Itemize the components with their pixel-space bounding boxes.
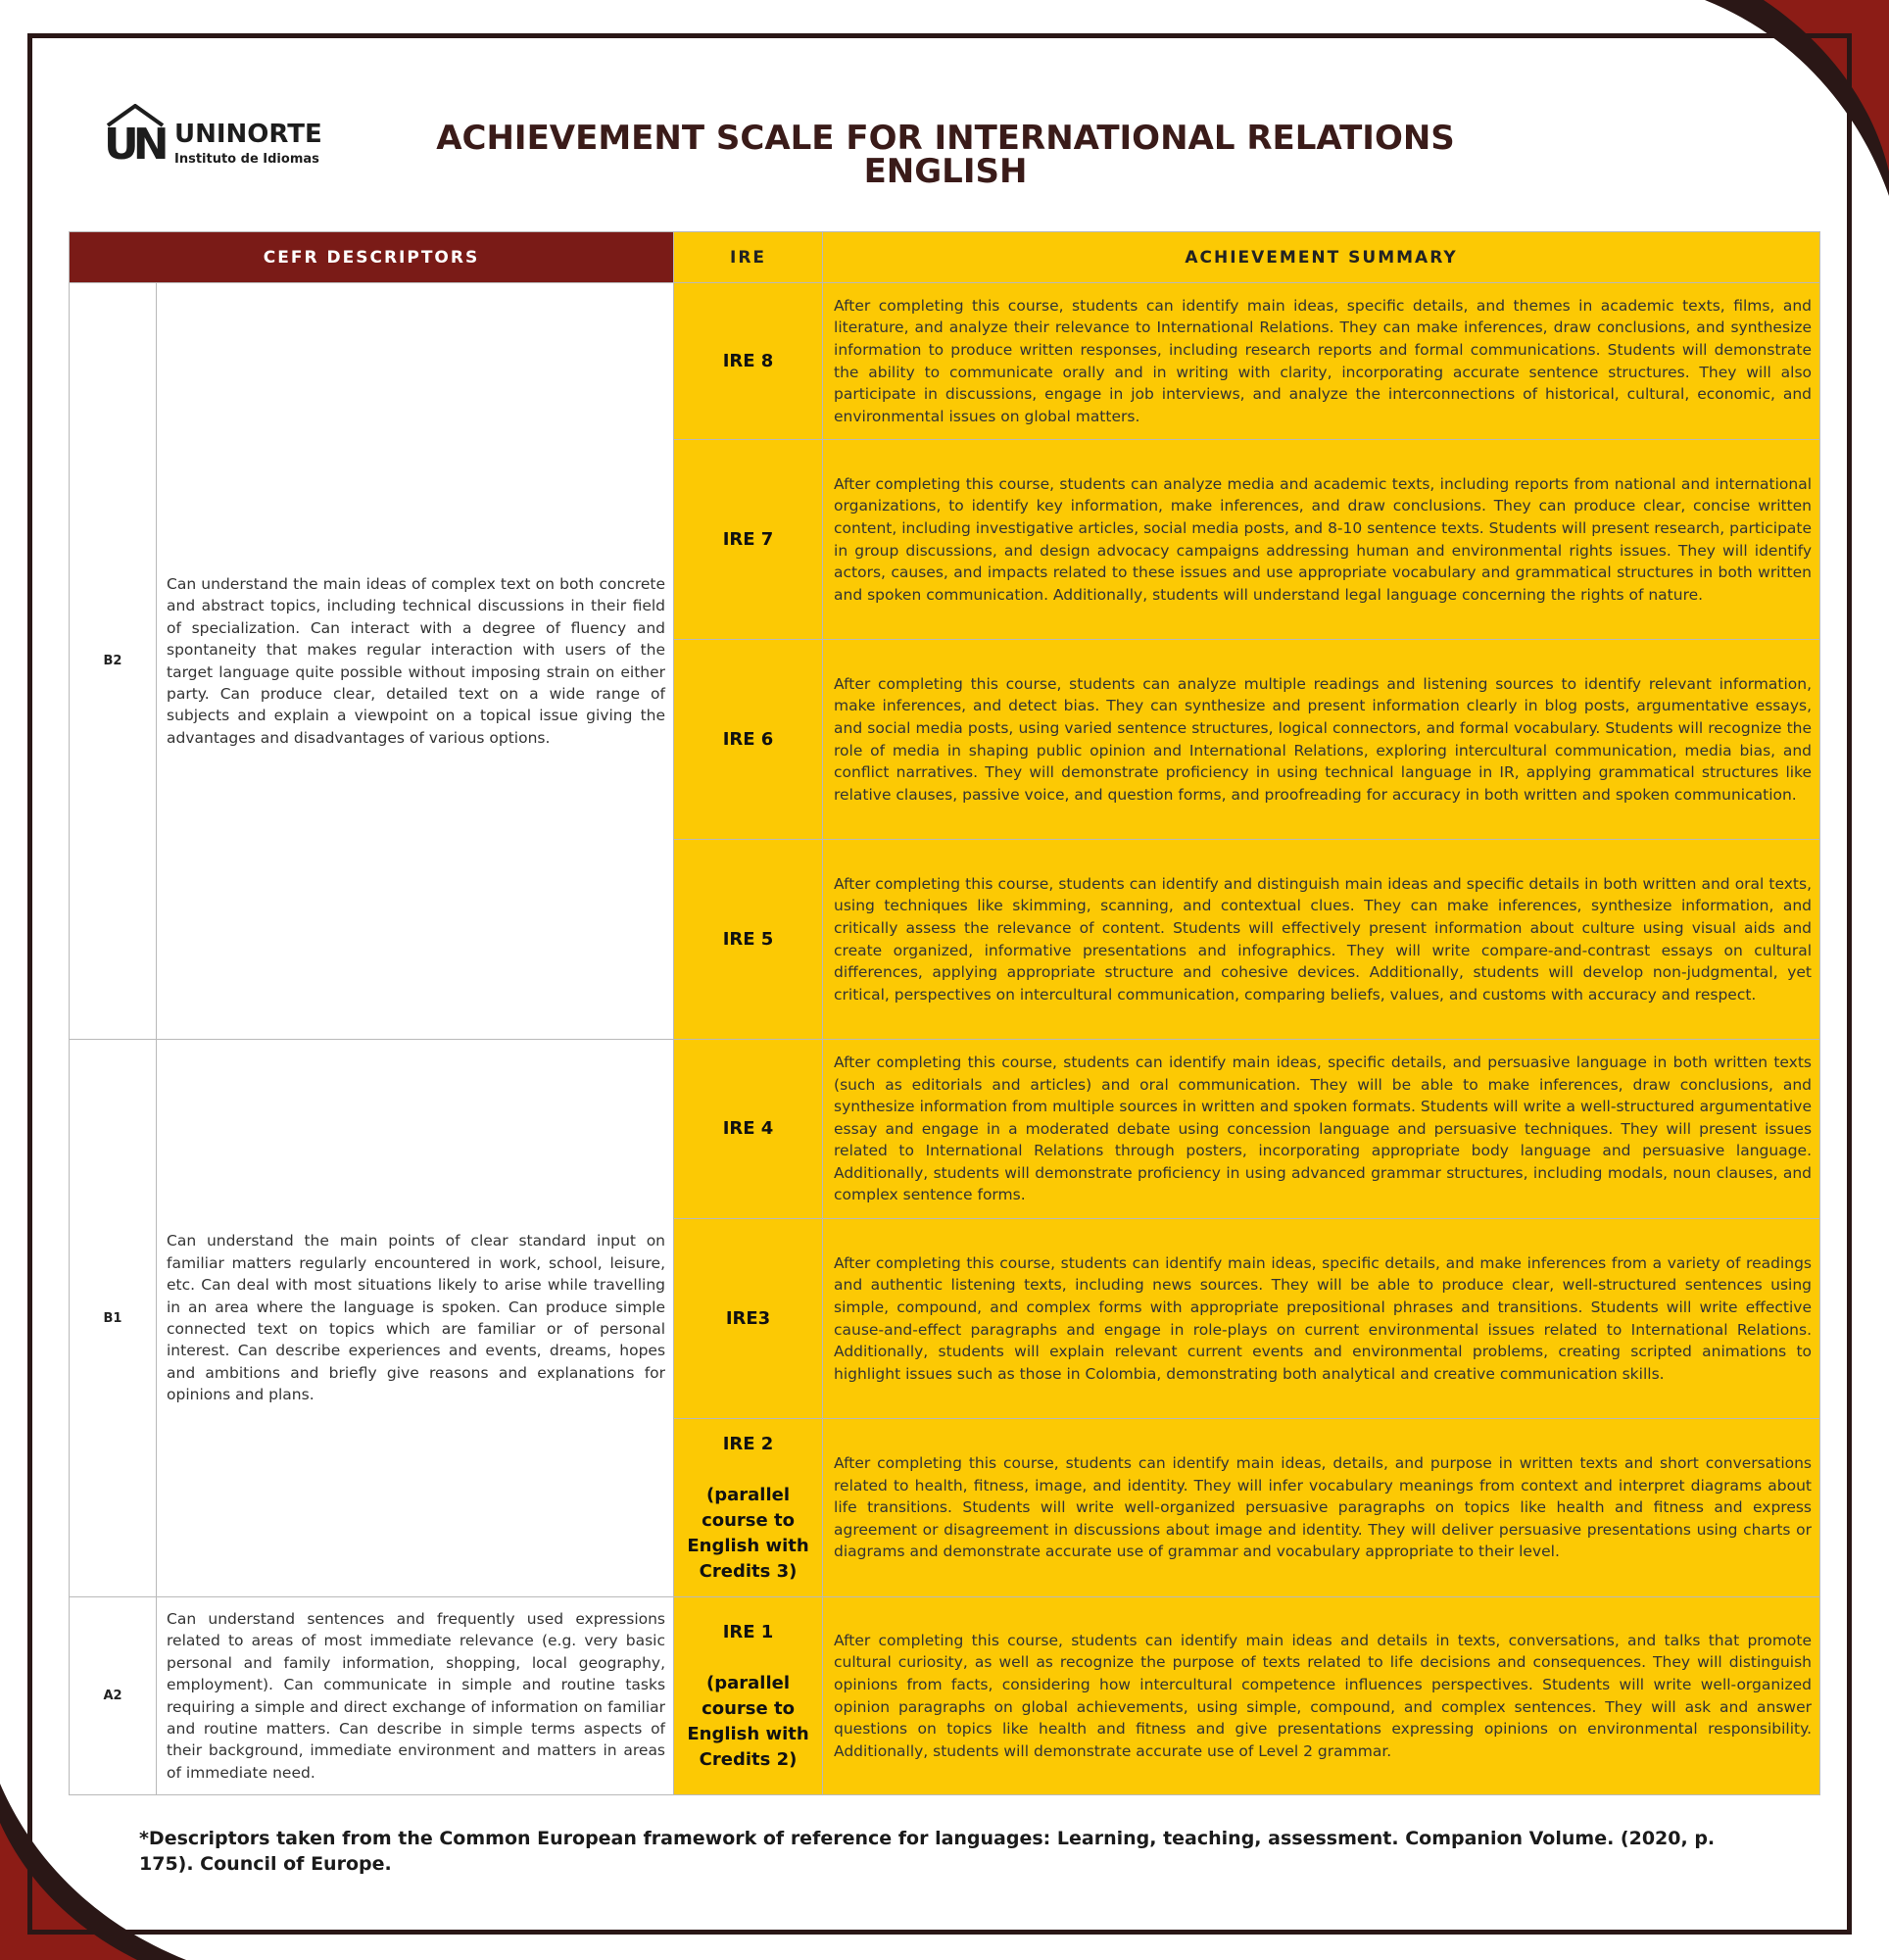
- ire-label: IRE 2: [722, 1433, 774, 1454]
- cefr-descriptor: Can understand the main points of clear standard input on familiar matters regularly encountered in work, school, leisure, etc. Can deal with most situations likely to arise while travelling in an area where the language is spoken. Can produce simple connected text on topics which are familiar or of personal interest. Can describe experiences and events, dreams, hopes and ambitions and briefly give reasons and explanations for opinions and plans.: [157, 1040, 674, 1597]
- logo-name: UNINORTE: [174, 120, 322, 149]
- ire-label: IRE 4: [722, 1118, 774, 1139]
- logo-subtitle: Instituto de Idiomas: [174, 152, 319, 167]
- cefr-descriptor: Can understand the main ideas of complex text on both concrete and abstract topics, including technical discussions in their field of specialization. Can interact with a degree of fluency and spontaneity that makes regular interaction with users of the target language quite possible without imposing strain on either party. Can produce clear, detailed text on a wide range of subjects and explain a viewpoint on a topical issue giving the advantages and disadvantages of various options.: [157, 283, 674, 1040]
- cefr-level: B2: [70, 283, 157, 1040]
- logo-mark: UN: [104, 120, 164, 170]
- achievement-summary: After completing this course, students can identify main ideas, specific details, and make inferences from a variety of readings and authentic listening texts, including news sources. They will be able to produce clear, well-structured sentences using simple, compound, and complex forms with appropriate prepositional phrases and transitions. Students will write effective cause-and-effect paragraphs and engage in role-plays on current environmental issues related to International Relations. Additionally, students will explain relevant current events and environmental problems, creating scripted animations to highlight issues such as those in Colombia, demonstrating both analytical and creative communication skills.: [823, 1219, 1820, 1419]
- ire-level-cell: [674, 640, 823, 840]
- achievement-summary: After completing this course, students can identify main ideas, details, and purpose in written texts and short conversations related to health, fitness, image, and identity. They will infer vocabulary meanings from context and interpret diagrams about life transitions. Students will write well-organized persuasive paragraphs on topics like health and fitness and express agreement or disagreement in discussions about image and identity. They will deliver persuasive presentations using charts or diagrams and demonstrate accurate use of grammar and vocabulary appropriate to their level.: [823, 1419, 1820, 1597]
- ire-parallel-note: (parallel course to English with Credits 3): [687, 1484, 809, 1582]
- ire-label: IRE 5: [722, 928, 774, 950]
- footnote: *Descriptors taken from the Common European framework of reference for languages: Learning, teaching, assessment. Companion Volume. (2020, p. 175). Council of Europe.: [139, 1828, 1716, 1875]
- header-achievement-summary: ACHIEVEMENT SUMMARY: [823, 232, 1820, 283]
- ire-level-cell: [674, 1040, 823, 1219]
- cefr-level: B1: [70, 1040, 157, 1597]
- achievement-summary: After completing this course, students can identify and distinguish main ideas and specific details in both written and oral texts, using techniques like skimming, scanning, and contextual clues. They can make inferences, synthesize information, and critically assess the relevance of content. Students will effectively present information about culture using visual aids and create organized, informative presentations and infographics. They will write compare-and-contrast essays on cultural differences, applying appropriate structure and cohesive devices. Additionally, students will develop non-judgmental, yet critical, perspectives on intercultural communication, comparing beliefs, values, and customs with accuracy and respect.: [823, 840, 1820, 1040]
- ire-level-cell: [674, 840, 823, 1040]
- title-line-1: ACHIEVEMENT SCALE FOR INTERNATIONAL RELATIONS: [436, 119, 1455, 158]
- table-row: [70, 1597, 1820, 1795]
- achievement-summary: After completing this course, students can identify main ideas and details in texts, conversations, and talks that promote cultural curiosity, as well as recognize the purpose of texts related to life decisions and consequences. They will distinguish opinions from facts, considering how intercultural competence influences perspectives. Students will write well-organized opinion paragraphs on global achievements, using simple, compound, and complex sentences. They will ask and answer questions on topics like health and fitness and give presentations expressing opinions on environmental responsibility. Additionally, students will demonstrate accurate use of Level 2 grammar.: [823, 1597, 1820, 1795]
- ire-level-cell: [674, 1419, 823, 1597]
- achievement-summary: After completing this course, students can analyze media and academic texts, including reports from national and international organizations, to identify key information, make inferences, and draw conclusions. They can produce clear, concise written content, including investigative articles, social media posts, and 8-10 sentence texts. Students will present research, participate in group discussions, and design advocacy campaigns addressing human and environmental rights issues. They will identify actors, causes, and impacts related to these issues and use appropriate vocabulary and grammatical structures in both written and spoken communication. Additionally, students will understand legal language concerning the rights of nature.: [823, 440, 1820, 640]
- ire-label: IRE 7: [722, 528, 774, 550]
- uninorte-logo: [104, 102, 329, 180]
- ire-level-cell: [674, 440, 823, 640]
- achievement-summary: After completing this course, students can analyze multiple readings and listening sources to identify relevant information, make inferences, and detect bias. They can synthesize and present information clearly in blog posts, argumentative essays, and social media posts, using varied sentence structures, logical connectors, and formal vocabulary. Students will recognize the role of media in shaping public opinion and International Relations, exploring intercultural communication, media bias, and conflict narratives. They will demonstrate proficiency in using technical language in IR, applying grammatical structures like relative clauses, passive voice, and question forms, and proofreading for accuracy in both written and spoken communication.: [823, 640, 1820, 840]
- header-ire: IRE: [674, 232, 823, 283]
- ire-level-cell: [674, 1219, 823, 1419]
- table-row: [70, 283, 1820, 440]
- achievement-summary: After completing this course, students can identify main ideas, specific details, and persuasive language in both written texts (such as editorials and articles) and oral communication. They will be able to make inferences, draw conclusions, and synthesize information from multiple sources in written and spoken formats. Students will write a well-structured argumentative essay and engage in a moderated debate using concession language and persuasive techniques. They will present issues related to International Relations through posters, incorporating appropriate body language and persuasive language. Additionally, students will demonstrate proficiency in using advanced grammar structures, including modals, noun clauses, and complex sentence forms.: [823, 1040, 1820, 1219]
- header-cefr-descriptors: CEFR DESCRIPTORS: [70, 232, 674, 283]
- ire-level-cell: [674, 1597, 823, 1795]
- cefr-descriptor: Can understand sentences and frequently used expressions related to areas of most immediate relevance (e.g. very basic personal and family information, shopping, local geography, employment). Can communicate in simple and routine tasks requiring a simple and direct exchange of information on familiar and routine matters. Can describe in simple terms aspects of their background, immediate environment and matters in areas of immediate need.: [157, 1597, 674, 1795]
- title-line-2: ENGLISH: [863, 152, 1028, 191]
- table-row: [70, 1040, 1820, 1219]
- ire-level-cell: [674, 283, 823, 440]
- ire-label: IRE 8: [722, 350, 774, 371]
- achievement-scale-table: [69, 231, 1820, 1795]
- page-title: [323, 119, 1568, 191]
- ire-label: IRE3: [725, 1307, 771, 1329]
- achievement-summary: After completing this course, students can identify main ideas, specific details, and themes in academic texts, films, and literature, and analyze their relevance to International Relations. They can make inferences, draw conclusions, and synthesize information to produce written responses, including research reports and formal communications. Students will demonstrate the ability to communicate orally and in writing with clarity, incorporating accurate sentence structures. They will also participate in discussions, engage in job interviews, and analyze the interconnections of historical, cultural, economic, and environmental issues on global matters.: [823, 283, 1820, 440]
- table-header-row: [70, 232, 1820, 283]
- cefr-level: A2: [70, 1597, 157, 1795]
- ire-parallel-note: (parallel course to English with Credits 2): [687, 1672, 809, 1770]
- ire-label: IRE 6: [722, 728, 774, 750]
- ire-label: IRE 1: [722, 1621, 774, 1642]
